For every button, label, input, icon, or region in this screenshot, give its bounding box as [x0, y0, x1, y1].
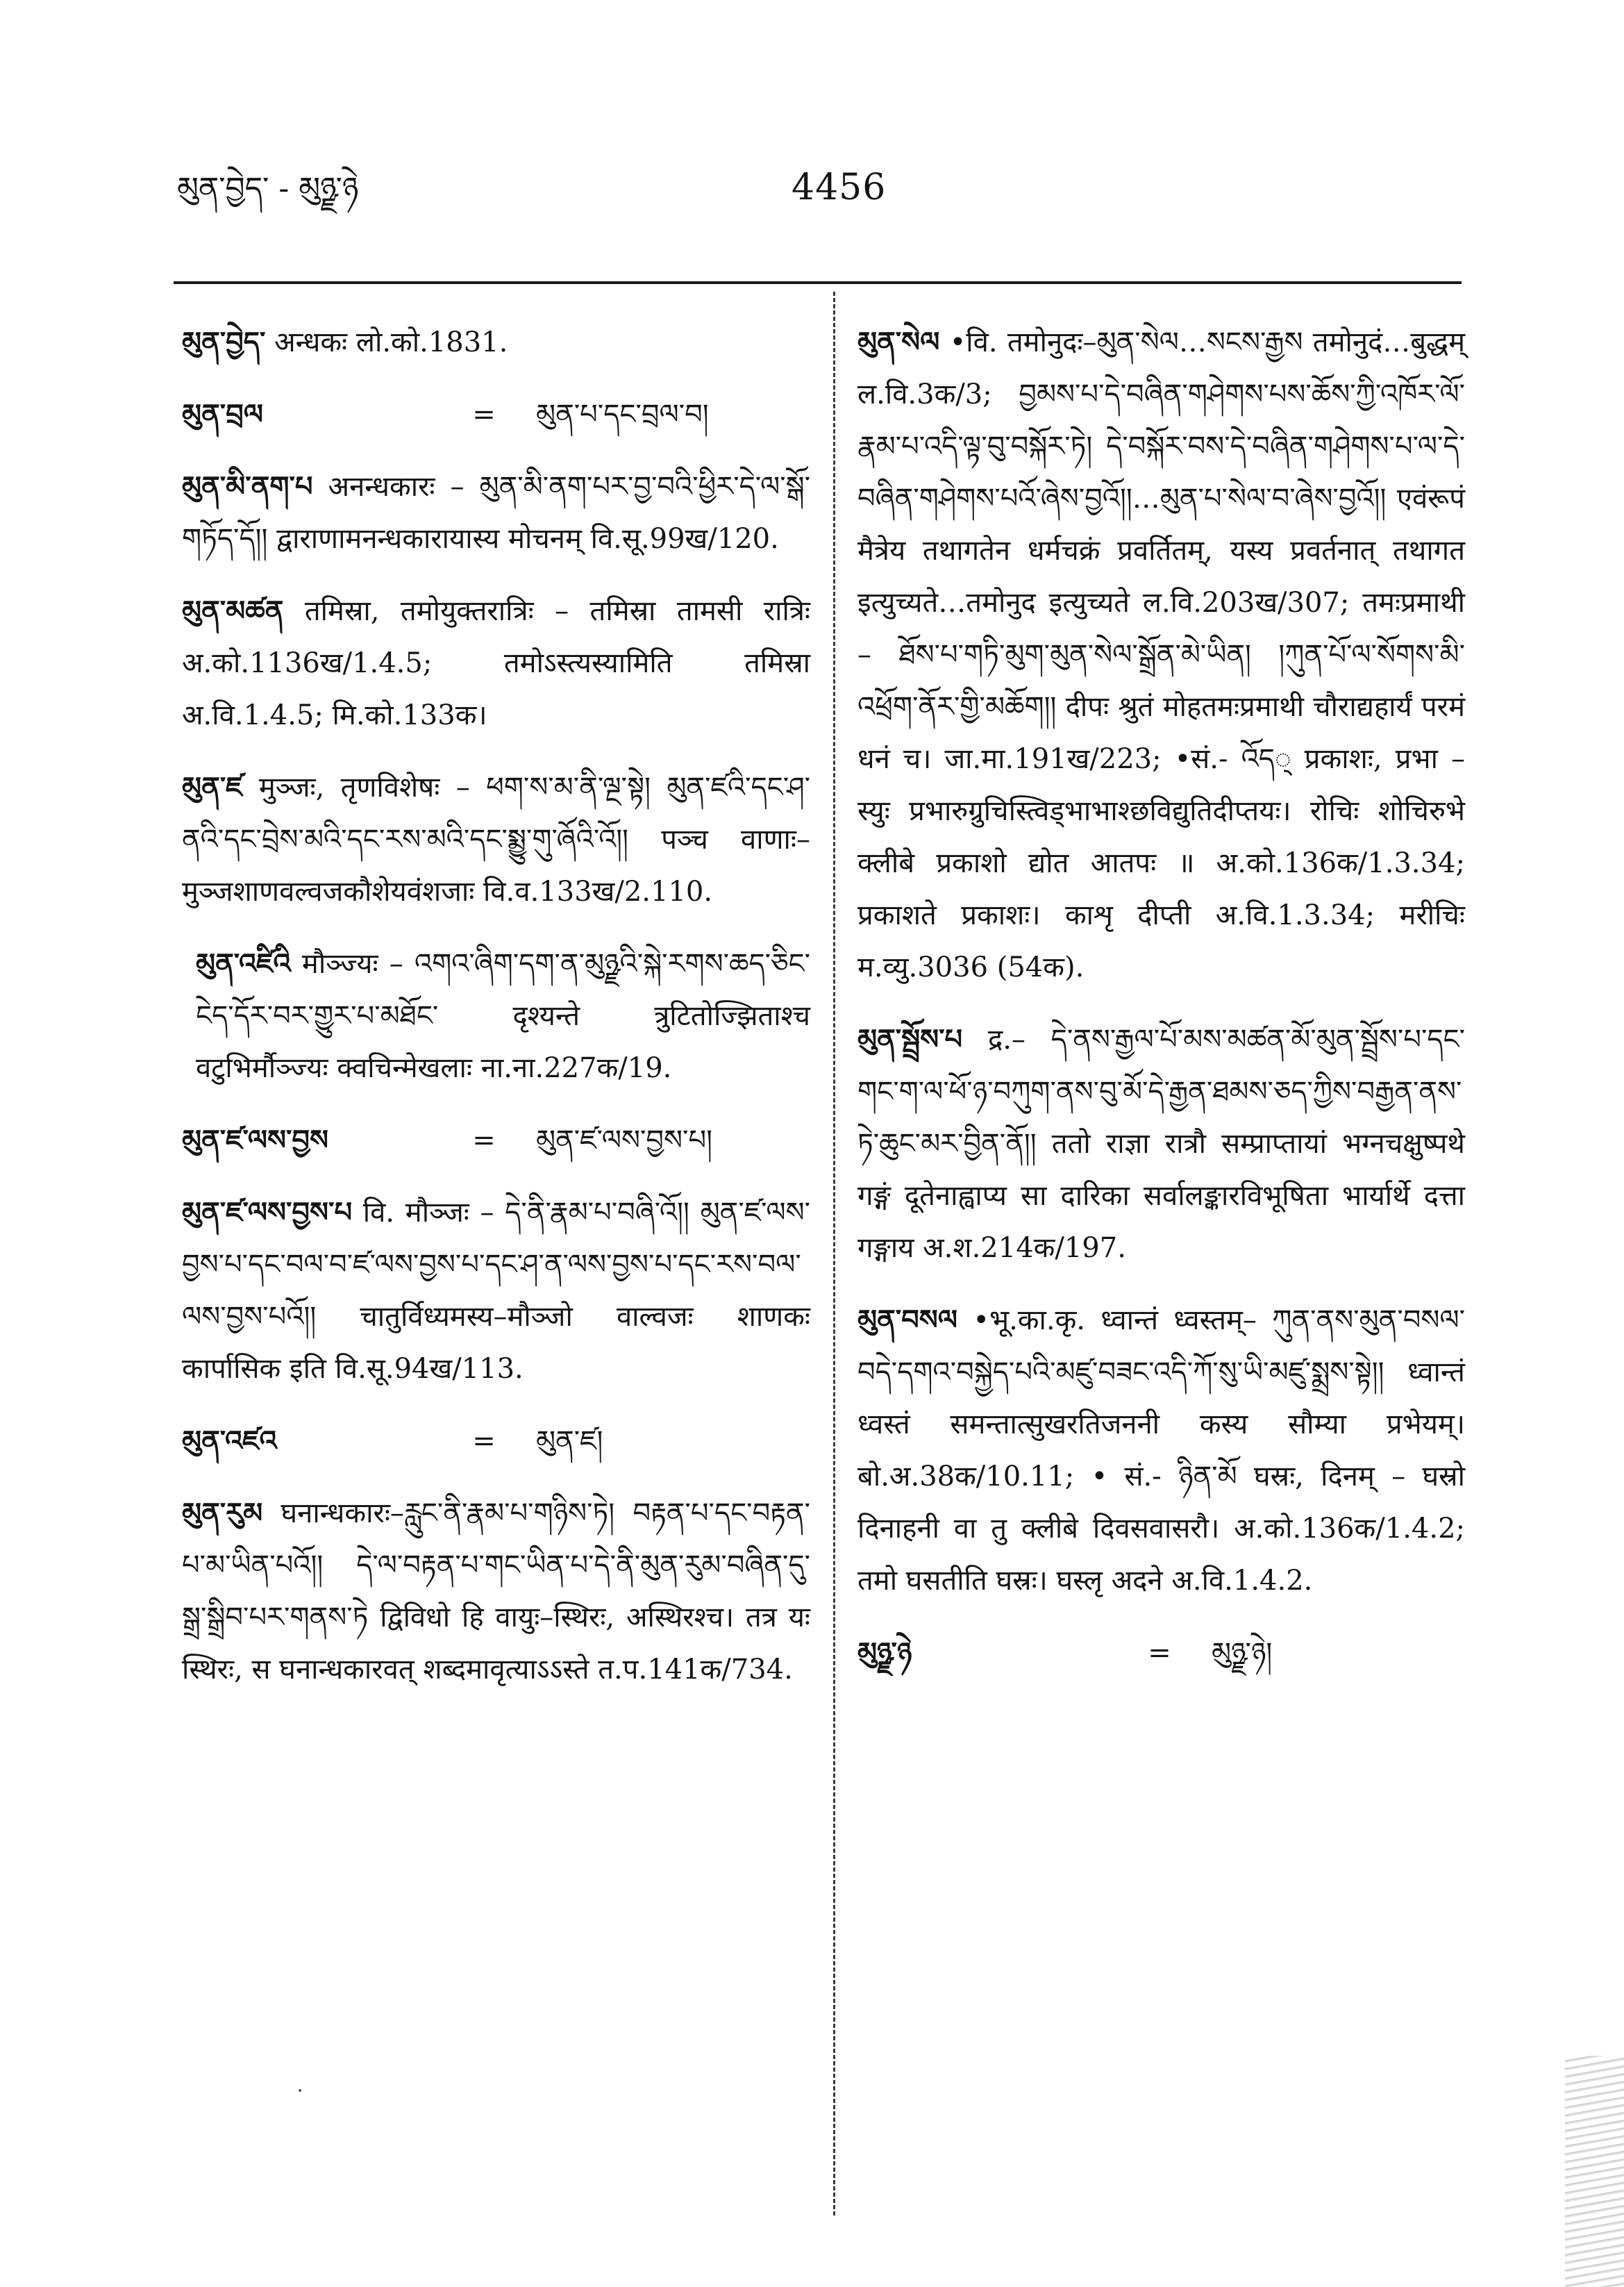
dictionary-subentry — [182, 938, 810, 1095]
cross-reference-entry — [182, 388, 810, 441]
entry-definition: अनन्धकारः – མུན་མི་ནག་པར་བྱ་བའི་ཕྱིར་དེ་ལ་སྒོ་གཏོད་དོ།། द्वाराणामनन्धकारायास्य मोचनम् वि.सू.99ख/120. — [182, 471, 810, 555]
entry-headword: མུན་མི་ནག་པ — [182, 470, 313, 503]
dictionary-entry — [182, 585, 810, 742]
header-rule — [174, 281, 1462, 284]
entry-definition: •वि. तमोनुदः–མུན་སེལ…སངས་རྒྱས तमोनुदं…बुद्धम् ल.वि.3क/3; བྱམས་པ་དེ་བཞིན་གཤེགས་པས་ཆོས་ཀྱི་འཁོར་ལོ་རྣམ་པ་འདི་ལྟ་བུ་བསྐོར་ཏེ། དེ་བསྐོར་བས་དེ་བཞིན་གཤེགས་པ་ལ་དེ་བཞིན་གཤེགས་པའོ་ཞེས་བྱའོ།།…མུན་པ་སེལ་བ་ཞེས་བྱའོ།། एवंरूपं मैत्रेय तथागतेन धर्मचक्रं प्रवर्तितम्, यस्य प्रवर्तनात् तथागत इत्युच्यते…तमोनुद इत्युच्यते ल.वि.203ख/307; तमःप्रमाथी – ཐོས་པ་གཏི་མུག་མུན་སེལ་སྒྲོན་མེ་ཡིན། །ཀུན་པོ་ལ་སོགས་མི་འཕྲོག་ནོར་གྱི་མཆོག།། दीपः श्रुतं मोहतमःप्रमाथी चौराद्यहार्यं परमं धनं च। जा.मा.191ख/223; •सं.- འོད् प्रकाशः, प्रभा – स्युः प्रभारुग्रुचिस्त्विड्भाभाश्छविद्युतिदीप्तयः। रोचिः शोचिरुभे क्लीबे प्रकाशो द्योत आतपः ॥ अ.को.136क/1.3.34; प्रकाशते प्रकाशः। काशृ दीप्ती अ.वि.1.3.34; मरीचिः म.व्यु.3036 (54क). — [857, 326, 1466, 983]
entry-target: མུན་ཛ། — [536, 1425, 603, 1457]
page-number: 4456 — [792, 167, 887, 208]
dictionary-entry — [182, 460, 810, 565]
cross-reference-entry — [182, 1415, 810, 1467]
running-head: མུན་བྱེད་ - མུཉྫ་ཉེ — [177, 171, 359, 206]
dictionary-entry — [857, 1294, 1465, 1607]
column-divider — [833, 292, 835, 2215]
page-header — [0, 0, 1624, 278]
entry-target: མུན་པ་དང་བྲལ་བ། — [536, 399, 709, 431]
dictionary-entry — [857, 1013, 1465, 1274]
equals-sign: = — [472, 399, 496, 431]
cross-reference-entry — [182, 1114, 810, 1167]
entry-headword: མུན་བྲལ — [182, 398, 264, 431]
entry-definition: वि. मौञ्जः – དེ་ནི་རྣམ་པ་བཞི་འོ།། མུན་ཛ་ལས་བྱས་པ་དང་བལ་བ་ཛ་ལས་བྱས་པ་དང་ཤ་ན་ལས་བྱས་པ་དང་རས་བལ་ལས་བྱས་པའོ།། चातुर्विध्यमस्य–मौञ्जो वाल्वजः शाणकः कार्पासिक इति वि.सू.94ख/113. — [182, 1197, 810, 1385]
dictionary-entry — [182, 1186, 810, 1395]
entry-target: མུཉྫ་ཉེ། — [1212, 1637, 1273, 1669]
equals-sign: = — [472, 1124, 496, 1156]
entry-definition: •भू.का.कृ. ध्वान्तं ध्वस्तम्– ཀུན་ནས་མུན་བསལ་བདེ་དགའ་བསྐྱེད་པའི་མཛུ་བཟང་འདི་ཀོ་སུ་ཡི་མཛུ་སྨྲས་སྟེ།། ध्वान्तं ध्वस्तं समन्तात्सुखरतिजननी कस्य सौम्या प्रभेयम्। बो.अ.38क/10.11; • सं.- ཉིན་མོ घस्रः, दिनम् – घस्रो दिनाहनी वा तु क्लीबे दिवसवासरौ। अ.को.136क/1.4.2; तमो घसतीति घस्रः। घस्लृ अदने अ.वि.1.4.2. — [857, 1304, 1465, 1597]
entry-headword: མུན་སྦྲོས་པ — [857, 1023, 963, 1056]
scan-edge-noise — [1565, 2056, 1624, 2287]
entry-headword: མུན་འཛིའི — [196, 947, 291, 980]
dictionary-entry — [857, 316, 1465, 994]
left-column — [182, 316, 810, 1715]
entry-headword: མུན་ཛ — [182, 771, 243, 804]
entry-definition: द्र.– དེ་ནས་རྒྱལ་པོ་མས་མཚན་མོ་མུན་སྦྲོས་པ་དང་གང་ག་ལ་ཕོ་ཉ་བཀུག་ནས་བུ་མོ་དེ་རྒྱན་ཐམས་ཅད་ཀྱིས་བརྒྱན་ནས་ཏེ་ཆུང་མར་བྱིན་ནོ།། ततो राज्ञा रात्रौ सम्प्राप्तायां भग्नचक्षुष्पथे गङ्गं दूतेनाह्वाप्य सा दारिका सर्वालङ्कारविभूषिता भार्यार्थे दत्ता गङ्गाय अ.श.214क/197. — [857, 1024, 1465, 1264]
dictionary-entry — [182, 761, 810, 918]
entry-definition: घनान्धकारः–རླུང་ནི་རྣམ་པ་གཉིས་ཏེ། བརྟན་པ་དང་བརྟན་པ་མ་ཡིན་པའོ།། དེ་ལ་བརྟན་པ་གང་ཡིན་པ་དེ་ནི་མུན་རུམ་བཞིན་དུ་སྒྲ་སྒྲིབ་པར་གནས་ཏེ द्विविधो हि वायुः–स्थिरः, अस्थिरश्च। तत्र यः स्थिरः, स घनान्धकारवत् शब्दमावृत्याऽऽस्ते त.प.141क/734. — [182, 1497, 811, 1686]
entry-headword: མུན་མཚན — [182, 594, 284, 627]
entry-headword: མུན་སེལ — [857, 326, 940, 358]
dictionary-entry — [182, 316, 810, 369]
entry-definition: अन्धकः लो.को.1831. — [274, 326, 508, 358]
dictionary-entry — [182, 1487, 810, 1696]
scan-speck — [299, 2089, 301, 2092]
entry-headword: མུན་རུམ — [182, 1497, 263, 1529]
equals-sign: = — [472, 1425, 496, 1457]
entry-target: མུན་ཛ་ལས་བྱས་པ། — [536, 1124, 712, 1156]
entry-definition: मुञ्जः, तृणविशेषः – ཕག་ས་མ་ནི་ལྔ་སྟེ། མུན་ཛའི་དང་ཤ་ནའི་དང་བྲེས་མའི་དང་རས་མའི་དང་སྨྱུ་གུ་ཞོའི་འོ།། पञ्च वाणाः–मुञ्जशाणवल्वजकौशेयवंशजाः वि.व.133ख/2.110. — [182, 772, 810, 908]
entry-headword: མུན་འཛའ — [182, 1424, 277, 1457]
entry-headword: མུན་ཛ་ལས་བྱས — [182, 1124, 329, 1156]
entry-headword: མུན་བསལ — [857, 1304, 958, 1336]
entry-headword: མུཉྫ་ཉེ — [857, 1636, 912, 1669]
entry-definition: तमिस्रा, तमोयुक्तरात्रिः – तमिस्रा तामसी रात्रिः अ.को.1136ख/1.4.5; तमोऽस्त्यस्यामिति तमिस्रा अ.वि.1.4.5; मि.को.133क। — [182, 595, 811, 731]
entry-headword: མུན་ཛ་ལས་བྱས་པ — [182, 1196, 353, 1229]
entry-definition: मौञ्ज्यः – འགའ་ཞིག་དག་ན་མུཉྫའི་སྐེ་རགས་ཆད་ཅིང་ངེད་དོར་བར་གྱུར་པ་མཐོང་ दृश्यन्ते त्रुटितोज्झिताश्च वटुभिर्मौञ्ज्यः क्वचिन्मेखलाः ना.ना.227क/19. — [196, 948, 810, 1084]
right-column — [857, 316, 1465, 1699]
cross-reference-entry — [857, 1627, 1465, 1679]
entry-headword: མུན་བྱེད་ — [182, 326, 266, 358]
equals-sign: = — [1148, 1637, 1171, 1669]
